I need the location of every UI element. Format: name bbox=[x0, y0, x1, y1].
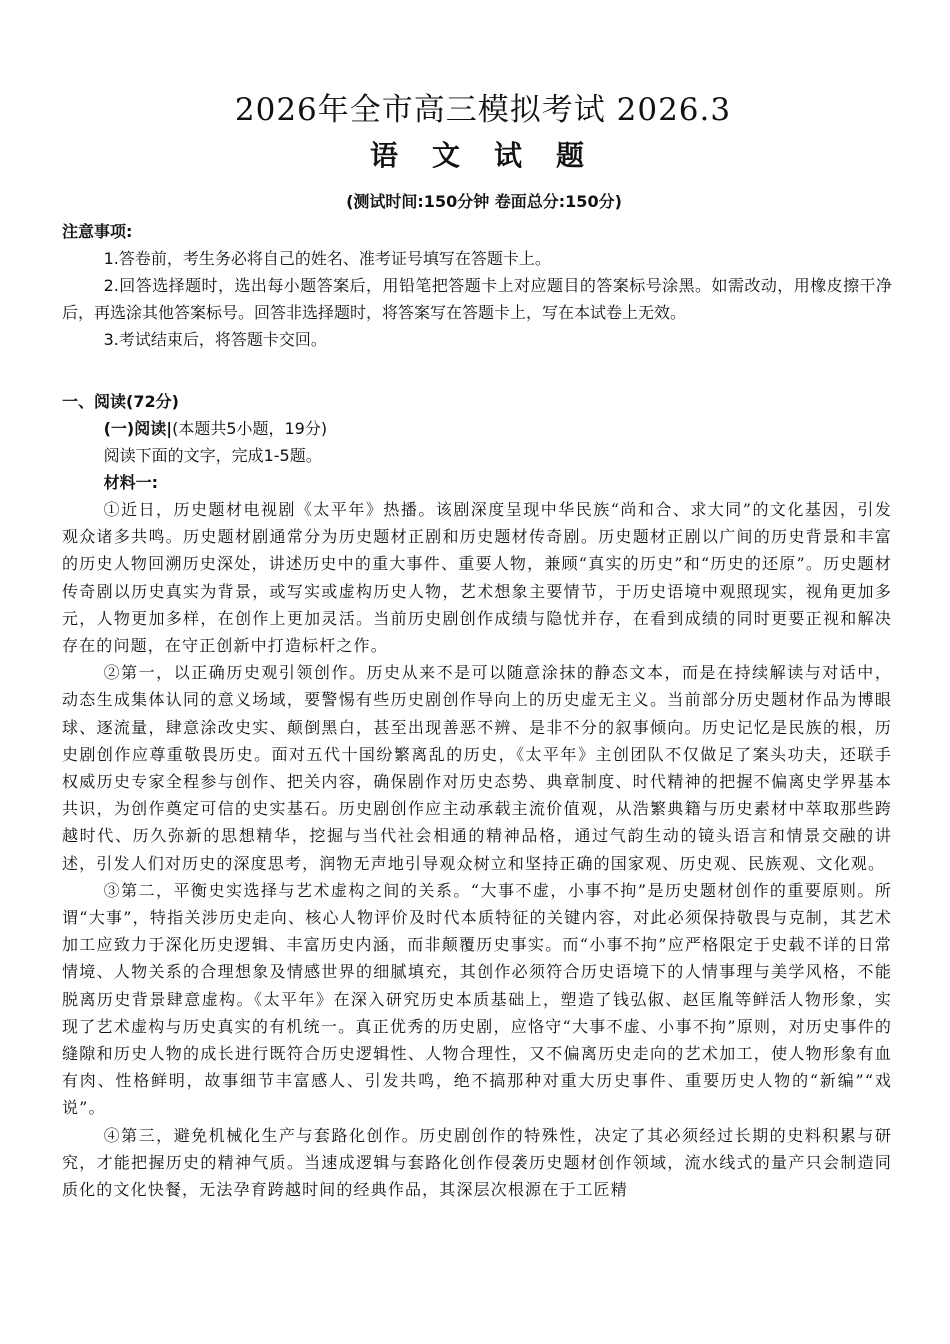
notice-item-3: 3.考试结束后，将答题卡交回。 bbox=[103, 330, 327, 349]
paragraph-1: ①近日，历史题材电视剧《太平年》热播。该剧深度呈现中华民族“尚和合、求大同”的文化基因，引发观众诸多共鸣。历史题材剧通常分为历史题材正剧和历史题材传奇剧。历史题材正剧以广间的历史背景和丰富的历史人物回溯历史深处，讲述历史中的重大事件、重要人物，兼顾“真实的历史”和“历史的还原”。历史题材传奇剧以历史真实为背景，或写实或虚构历史人物，艺术想象主要情节，于历史语境中观照现实，视角更加多元，人物更加多样，在创作上更加灵活。当前历史剧创作成绩与隐忧并存，在看到成绩的同时更要正视和解决存在的问题，在守正创新中打造标杆之作。 bbox=[62, 500, 892, 656]
reading-instruction: 阅读下面的文字，完成1-5题。 bbox=[103, 446, 322, 465]
paragraph-3: ③第二，平衡史实选择与艺术虚构之间的关系。“大事不虚，小事不拘”是历史题材创作的重要原则。所谓“大事”，特指关涉历史走向、核心人物评价及时代本质特征的关键内容，对此必须保持敬畏与克制，其艺术加工应致力于深化历史逻辑、丰富历史内涵，而非颠覆历史事实。而“小事不拘”应严格限定于史载不详的日常情境、人物关系的合理想象及情感世界的细腻填充，其创作必须符合历史语境下的人情事理与美学风格，不能脱离历史背景肆意虚构。《太平年》在深入研究历史本质基础上，塑造了钱弘俶、赵匡胤等鲜活人物形象，实现了艺术虚构与历史真实的有机统一。真正优秀的历史剧，应恪守“大事不虚、小事不拘”原则，对历史事件的缝隙和历史人物的成长进行既符合历史逻辑性、人物合理性，又不偏离历史走向的艺术加工，使人物形象有血有肉、性格鲜明，故事细节丰富感人、引发共鸣，绝不搞那种对重大历史事件、重要历史人物的“新编”“戏说”。 bbox=[62, 880, 892, 1118]
section-heading: 一、阅读(72分) bbox=[62, 392, 179, 411]
exam-title: 2026年全市高三模拟考试 2026.3 bbox=[234, 92, 732, 128]
paragraph-2: ②第一，以正确历史观引领创作。历史从来不是可以随意涂抹的静态文本，而是在持续解读与对话中，动态生成集体认同的意义场域，要警惕有些历史剧创作导向上的历史虚无主义。当前部分历史题材作品为博眼球、逐流量，肆意涂改史实、颠倒黑白，甚至出现善恶不辨、是非不分的叙事倾向。历史记忆是民族的根，历史剧创作应尊重敬畏历史。面对五代十国纷繁离乱的历史，《太平年》主创团队不仅做足了案头功夫，还联手权威历史专家全程参与创作、把关内容，确保剧作对历史态势、典章制度、时代精神的把握不偏离史学界基本共识，为创作奠定可信的史实基石。历史剧创作应主动承载主流价值观，从浩繁典籍与历史素材中萃取那些跨越时代、历久弥新的思想精华，挖掘与当代社会相通的精神品格，通过气韵生动的镜头语言和情景交融的讲述，引发人们对历史的深度思考，润物无声地引导观众树立和坚持正确的国家观、历史观、民族观、文化观。 bbox=[62, 663, 892, 873]
notice-item-1: 1.答卷前，考生务必将自己的姓名、准考证号填写在答题卡上。 bbox=[103, 249, 551, 268]
paragraph-4: ④第三，避免机械化生产与套路化创作。历史剧创作的特殊性，决定了其必须经过长期的史料积累与研究，才能把握历史的精神气质。当速成逻辑与套路化创作侵袭历史题材创作领域，流水线式的量产只会制造同质化的文化快餐，无法孕育跨越时间的经典作品，其深层次根源在于工匠精 bbox=[62, 1125, 892, 1200]
sub-heading-label: (一)阅读| bbox=[103, 419, 173, 438]
sub-heading bbox=[62, 415, 892, 442]
subject-title: 语文试题 bbox=[369, 139, 618, 172]
notice-item-2: 2.回答选择题时，选出每小题答案后，用铅笔把答题卡上对应题目的答案标号涂黑。如需改动，用橡皮擦干净后，再选涂其他答案标号。回答非选择题时，将答案写在答题卡上，写在本试卷上无效。 bbox=[62, 276, 892, 322]
exam-info: (测试时间:150分钟 卷面总分:150分) bbox=[346, 192, 622, 211]
notice-heading: 注意事项: bbox=[62, 222, 133, 241]
sub-heading-detail: (本题共5小题，19分) bbox=[172, 419, 328, 438]
material-heading: 材料一: bbox=[103, 473, 158, 492]
